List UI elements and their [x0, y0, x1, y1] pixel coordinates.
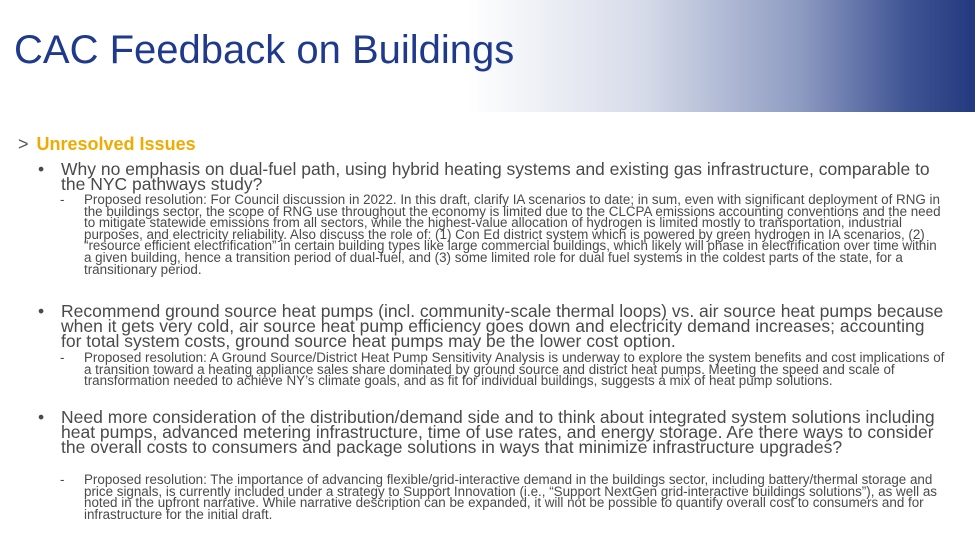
issue-text: Recommend ground source heat pumps (incl. community-scale thermal loops) vs. air source heat pumps because when it gets very cold, air source heat pump efficiency goes down and electricity demand increases; accounting for total system costs, ground source heat pumps may be the lower cost option. [61, 301, 944, 351]
resolution-item-3 [60, 474, 945, 520]
resolution-text: Proposed resolution: A Ground Source/District Heat Pump Sensitivity Analysis is underway to explore the system benefits and cost implications of a transition toward a heating appliance sales share dominated by ground source and district heat pumps. Meeting the speed and scale of transformation needed to achieve NY’s climate goals, and as fit for individual buildings, suggests a mix of heat pump solutions. [84, 350, 945, 389]
issue-text: Need more consideration of the distribution/demand side and to think about integrated system solutions including heat pumps, advanced metering infrastructure, time of use rates, and energy storage. Are there ways to consider the overall costs to consumers and package solutions in ways that minimize infrastructure upgrades? [61, 407, 935, 457]
dash-marker: - [60, 350, 65, 365]
title-banner [0, 0, 975, 112]
section-heading-label: Unresolved Issues [36, 134, 196, 154]
slide-body [0, 134, 975, 534]
slide-title: CAC Feedback on Buildings [14, 28, 515, 72]
section-heading [18, 134, 196, 155]
bullet-icon: • [38, 301, 45, 321]
resolution-item-1 [60, 194, 945, 275]
resolution-item-2 [60, 352, 945, 387]
dash-marker: - [60, 472, 65, 487]
resolution-text: Proposed resolution: For Council discussion in 2022. In this draft, clarify IA scenarios to date; in sum, even with significant deployment of RNG in the buildings sector, the scope of RNG use throughout the economy is limited due to the CLCPA emissions accounting conventions and the need to mitigate statewide emissions from all sectors, while the highest-value allocation of hydrogen is limited mostly to transportation, industrial purposes, and electricity reliability. Also discuss the role of: (1) Con Ed district system which is powered by green hydrogen in IA scenarios, (2) “resource efficient electrification” in certain building types like large commercial buildings, which likely will phase in electrification over time within a given building, hence a transition period of dual-fuel, and (3) some limited role for dual fuel systems in the coldest parts of the state, for a transitionary period. [84, 192, 941, 277]
bullet-icon: • [38, 407, 45, 427]
issue-text: Why no emphasis on dual-fuel path, using hybrid heating systems and existing gas infrastructure, comparable to the NYC pathways study? [61, 159, 930, 194]
issue-item-1 [38, 159, 948, 194]
resolution-text: Proposed resolution: The importance of advancing flexible/grid-interactive demand in the buildings sector, including battery/thermal storage and price signals, is currently included under a strategy to Support Innovation (i.e., “Support NextGen grid-interactive buildings solutions”), as well as noted in the upfront narrative. While narrative description can be expanded, it will not be possible to quantify overall cost to consumers and for infrastructure for the initial draft. [84, 472, 937, 522]
dash-marker: - [60, 192, 65, 207]
chevron-right-icon: > [18, 134, 29, 154]
issue-item-3 [38, 407, 948, 457]
issue-item-2 [38, 301, 948, 351]
bullet-icon: • [38, 159, 45, 179]
